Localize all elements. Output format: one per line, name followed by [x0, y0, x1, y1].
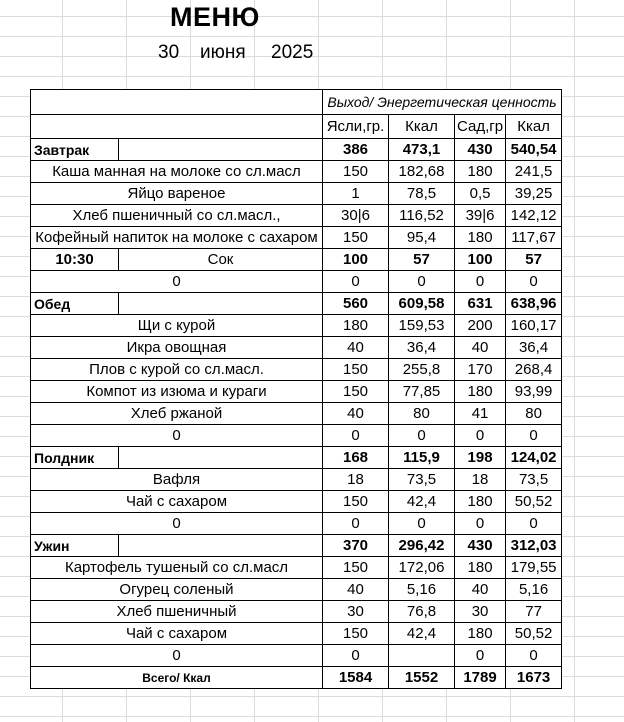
garden-kcal-cell[interactable]: 540,54	[506, 139, 562, 161]
item-name[interactable]: Чай с сахаром	[31, 623, 323, 645]
garden-kcal-cell[interactable]: 0	[506, 645, 562, 667]
garden-kcal-cell[interactable]: 50,52	[506, 623, 562, 645]
nursery-kcal-cell[interactable]: 172,06	[389, 557, 455, 579]
nursery-kcal-cell[interactable]: 42,4	[389, 623, 455, 645]
column-header-garden-kcal[interactable]: Ккал	[506, 115, 562, 139]
garden-gr-cell[interactable]: 1789	[455, 667, 506, 689]
item-name[interactable]: Хлеб пшеничный	[31, 601, 323, 623]
nursery-gr-cell[interactable]: 150	[323, 557, 389, 579]
item-name[interactable]: Хлеб пшеничный со сл.масл.,	[31, 205, 323, 227]
item-row	[31, 161, 562, 183]
total-row	[31, 667, 562, 689]
garden-gr-cell[interactable]: 18	[455, 469, 506, 491]
column-header-garden-gr[interactable]: Сад,гр	[455, 115, 506, 139]
section-extra-cell[interactable]	[119, 535, 323, 557]
nursery-kcal-cell[interactable]: 36,4	[389, 337, 455, 359]
nursery-gr-cell[interactable]: 150	[323, 227, 389, 249]
item-row	[31, 337, 562, 359]
group-header-cell[interactable]: Выход/ Энергетическая ценность	[323, 90, 562, 115]
item-row	[31, 623, 562, 645]
garden-gr-cell[interactable]: 200	[455, 315, 506, 337]
item-row	[31, 469, 562, 491]
nursery-kcal-cell[interactable]: 77,85	[389, 381, 455, 403]
garden-kcal-cell[interactable]: 36,4	[506, 337, 562, 359]
nursery-kcal-cell[interactable]	[389, 645, 455, 667]
total-label-text: Всего/ Ккал	[142, 670, 211, 685]
nursery-kcal-cell[interactable]: 73,5	[389, 469, 455, 491]
section-label[interactable]: Завтрак	[31, 139, 119, 161]
garden-gr-cell[interactable]: 180	[455, 381, 506, 403]
item-name[interactable]: Щи с курой	[31, 315, 323, 337]
item-row	[31, 645, 562, 667]
section-label[interactable]: Обед	[31, 293, 119, 315]
total-label[interactable]	[31, 667, 323, 689]
garden-gr-cell[interactable]: 40	[455, 579, 506, 601]
item-name[interactable]: 0	[31, 645, 323, 667]
nursery-gr-cell[interactable]: 0	[323, 271, 389, 293]
section-row	[31, 447, 562, 469]
nursery-gr-cell[interactable]: 560	[323, 293, 389, 315]
garden-kcal-cell[interactable]: 0	[506, 425, 562, 447]
nursery-kcal-cell[interactable]: 473,1	[389, 139, 455, 161]
header-row-columns	[31, 115, 562, 139]
nursery-gr-cell[interactable]: 100	[323, 249, 389, 271]
garden-kcal-cell[interactable]: 241,5	[506, 161, 562, 183]
nursery-gr-cell[interactable]: 370	[323, 535, 389, 557]
garden-gr-cell[interactable]: 170	[455, 359, 506, 381]
section-extra-cell[interactable]	[119, 447, 323, 469]
nursery-gr-cell[interactable]: 168	[323, 447, 389, 469]
nursery-gr-cell[interactable]: 18	[323, 469, 389, 491]
nursery-kcal-cell[interactable]: 95,4	[389, 227, 455, 249]
nursery-gr-cell[interactable]: 150	[323, 161, 389, 183]
item-name[interactable]: 0	[31, 425, 323, 447]
garden-kcal-cell[interactable]: 0	[506, 513, 562, 535]
garden-kcal-cell[interactable]: 80	[506, 403, 562, 425]
garden-gr-cell[interactable]: 180	[455, 623, 506, 645]
garden-gr-cell[interactable]: 40	[455, 337, 506, 359]
section-label[interactable]: Ужин	[31, 535, 119, 557]
menu-table-body	[31, 90, 562, 689]
nursery-kcal-cell[interactable]: 609,58	[389, 293, 455, 315]
section-extra-cell[interactable]	[119, 293, 323, 315]
garden-gr-cell[interactable]: 30	[455, 601, 506, 623]
garden-gr-cell[interactable]: 0	[455, 425, 506, 447]
item-row	[31, 513, 562, 535]
nursery-kcal-cell[interactable]: 115,9	[389, 447, 455, 469]
header-empty-cell[interactable]	[31, 115, 323, 139]
nursery-gr-cell[interactable]: 1584	[323, 667, 389, 689]
nursery-gr-cell[interactable]: 180	[323, 315, 389, 337]
garden-gr-cell[interactable]: 180	[455, 491, 506, 513]
garden-kcal-cell[interactable]: 5,16	[506, 579, 562, 601]
nursery-kcal-cell[interactable]: 159,53	[389, 315, 455, 337]
garden-gr-cell[interactable]: 100	[455, 249, 506, 271]
item-name[interactable]: Огурец соленый	[31, 579, 323, 601]
item-name[interactable]: Хлеб ржаной	[31, 403, 323, 425]
item-row	[31, 205, 562, 227]
garden-kcal-cell[interactable]: 124,02	[506, 447, 562, 469]
item-name[interactable]: Икра овощная	[31, 337, 323, 359]
garden-kcal-cell[interactable]: 142,12	[506, 205, 562, 227]
item-row	[31, 601, 562, 623]
garden-gr-cell[interactable]: 0,5	[455, 183, 506, 205]
garden-kcal-cell[interactable]: 57	[506, 249, 562, 271]
item-row	[31, 491, 562, 513]
nursery-gr-cell[interactable]: 386	[323, 139, 389, 161]
item-name[interactable]: Чай с сахаром	[31, 491, 323, 513]
garden-kcal-cell[interactable]: 39,25	[506, 183, 562, 205]
column-header-nursery-kcal[interactable]: Ккал	[389, 115, 455, 139]
menu-table	[30, 89, 562, 689]
nursery-kcal-cell[interactable]: 0	[389, 513, 455, 535]
date-day: 30	[158, 42, 180, 63]
garden-gr-cell[interactable]: 430	[455, 535, 506, 557]
date-year: 2025	[271, 42, 314, 63]
nursery-gr-cell[interactable]: 40	[323, 403, 389, 425]
item-row	[31, 425, 562, 447]
item-row	[31, 183, 562, 205]
snack-time-label[interactable]: 10:30	[31, 249, 119, 271]
nursery-gr-cell[interactable]: 150	[323, 491, 389, 513]
section-row	[31, 535, 562, 557]
garden-kcal-cell[interactable]: 268,4	[506, 359, 562, 381]
item-row	[31, 579, 562, 601]
nursery-gr-cell[interactable]: 0	[323, 425, 389, 447]
garden-gr-cell[interactable]: 180	[455, 557, 506, 579]
garden-kcal-cell[interactable]: 1673	[506, 667, 562, 689]
item-row	[31, 403, 562, 425]
item-name[interactable]: Кофейный напиток на молоке с сахаром	[31, 227, 323, 249]
nursery-gr-cell[interactable]: 30|6	[323, 205, 389, 227]
section-row	[31, 293, 562, 315]
garden-kcal-cell[interactable]: 93,99	[506, 381, 562, 403]
nursery-gr-cell[interactable]: 30	[323, 601, 389, 623]
header-row-group	[31, 90, 562, 115]
nursery-kcal-cell[interactable]: 296,42	[389, 535, 455, 557]
snack-row	[31, 249, 562, 271]
item-name[interactable]: 0	[31, 271, 323, 293]
item-row	[31, 557, 562, 579]
nursery-kcal-cell[interactable]: 0	[389, 425, 455, 447]
nursery-gr-cell[interactable]: 40	[323, 337, 389, 359]
nursery-kcal-cell[interactable]: 80	[389, 403, 455, 425]
nursery-gr-cell[interactable]: 40	[323, 579, 389, 601]
garden-kcal-cell[interactable]: 179,55	[506, 557, 562, 579]
nursery-kcal-cell[interactable]: 5,16	[389, 579, 455, 601]
section-extra-cell[interactable]	[119, 139, 323, 161]
garden-gr-cell[interactable]: 0	[455, 645, 506, 667]
item-name[interactable]: Компот из изюма и кураги	[31, 381, 323, 403]
snack-item-label[interactable]: Сок	[119, 249, 323, 271]
nursery-kcal-cell[interactable]: 1552	[389, 667, 455, 689]
nursery-kcal-cell[interactable]: 182,68	[389, 161, 455, 183]
nursery-kcal-cell[interactable]: 57	[389, 249, 455, 271]
nursery-gr-cell[interactable]: 0	[323, 513, 389, 535]
nursery-kcal-cell[interactable]: 42,4	[389, 491, 455, 513]
nursery-gr-cell[interactable]: 150	[323, 359, 389, 381]
nursery-kcal-cell[interactable]: 116,52	[389, 205, 455, 227]
nursery-gr-cell[interactable]: 150	[323, 381, 389, 403]
item-row	[31, 271, 562, 293]
nursery-gr-cell[interactable]: 0	[323, 645, 389, 667]
menu-title: МЕНЮ	[170, 2, 260, 32]
garden-kcal-cell[interactable]: 638,96	[506, 293, 562, 315]
nursery-kcal-cell[interactable]: 78,5	[389, 183, 455, 205]
item-name[interactable]: Каша манная на молоке со сл.масл	[31, 161, 323, 183]
garden-kcal-cell[interactable]: 0	[506, 271, 562, 293]
garden-kcal-cell[interactable]: 77	[506, 601, 562, 623]
garden-gr-cell[interactable]: 41	[455, 403, 506, 425]
item-name[interactable]: Картофель тушеный со сл.масл	[31, 557, 323, 579]
item-name[interactable]: Вафля	[31, 469, 323, 491]
column-header-nursery-gr[interactable]: Ясли,гр.	[323, 115, 389, 139]
garden-gr-cell[interactable]: 631	[455, 293, 506, 315]
nursery-gr-cell[interactable]: 1	[323, 183, 389, 205]
garden-gr-cell[interactable]: 180	[455, 227, 506, 249]
nursery-kcal-cell[interactable]: 0	[389, 271, 455, 293]
garden-kcal-cell[interactable]: 73,5	[506, 469, 562, 491]
item-name[interactable]: Плов с курой со сл.масл.	[31, 359, 323, 381]
item-row	[31, 315, 562, 337]
nursery-kcal-cell[interactable]: 255,8	[389, 359, 455, 381]
garden-kcal-cell[interactable]: 117,67	[506, 227, 562, 249]
garden-gr-cell[interactable]: 0	[455, 513, 506, 535]
garden-gr-cell[interactable]: 39|6	[455, 205, 506, 227]
item-row	[31, 381, 562, 403]
item-name[interactable]: 0	[31, 513, 323, 535]
garden-gr-cell[interactable]: 430	[455, 139, 506, 161]
section-label[interactable]: Полдник	[31, 447, 119, 469]
nursery-kcal-cell[interactable]: 76,8	[389, 601, 455, 623]
garden-gr-cell[interactable]: 0	[455, 271, 506, 293]
item-row	[31, 227, 562, 249]
nursery-gr-cell[interactable]: 150	[323, 623, 389, 645]
header-empty-cell[interactable]	[31, 90, 323, 115]
item-row	[31, 359, 562, 381]
garden-kcal-cell[interactable]: 50,52	[506, 491, 562, 513]
garden-gr-cell[interactable]: 198	[455, 447, 506, 469]
date-month: июня	[200, 42, 246, 63]
item-name[interactable]: Яйцо вареное	[31, 183, 323, 205]
garden-kcal-cell[interactable]: 160,17	[506, 315, 562, 337]
garden-kcal-cell[interactable]: 312,03	[506, 535, 562, 557]
garden-gr-cell[interactable]: 180	[455, 161, 506, 183]
section-row	[31, 139, 562, 161]
